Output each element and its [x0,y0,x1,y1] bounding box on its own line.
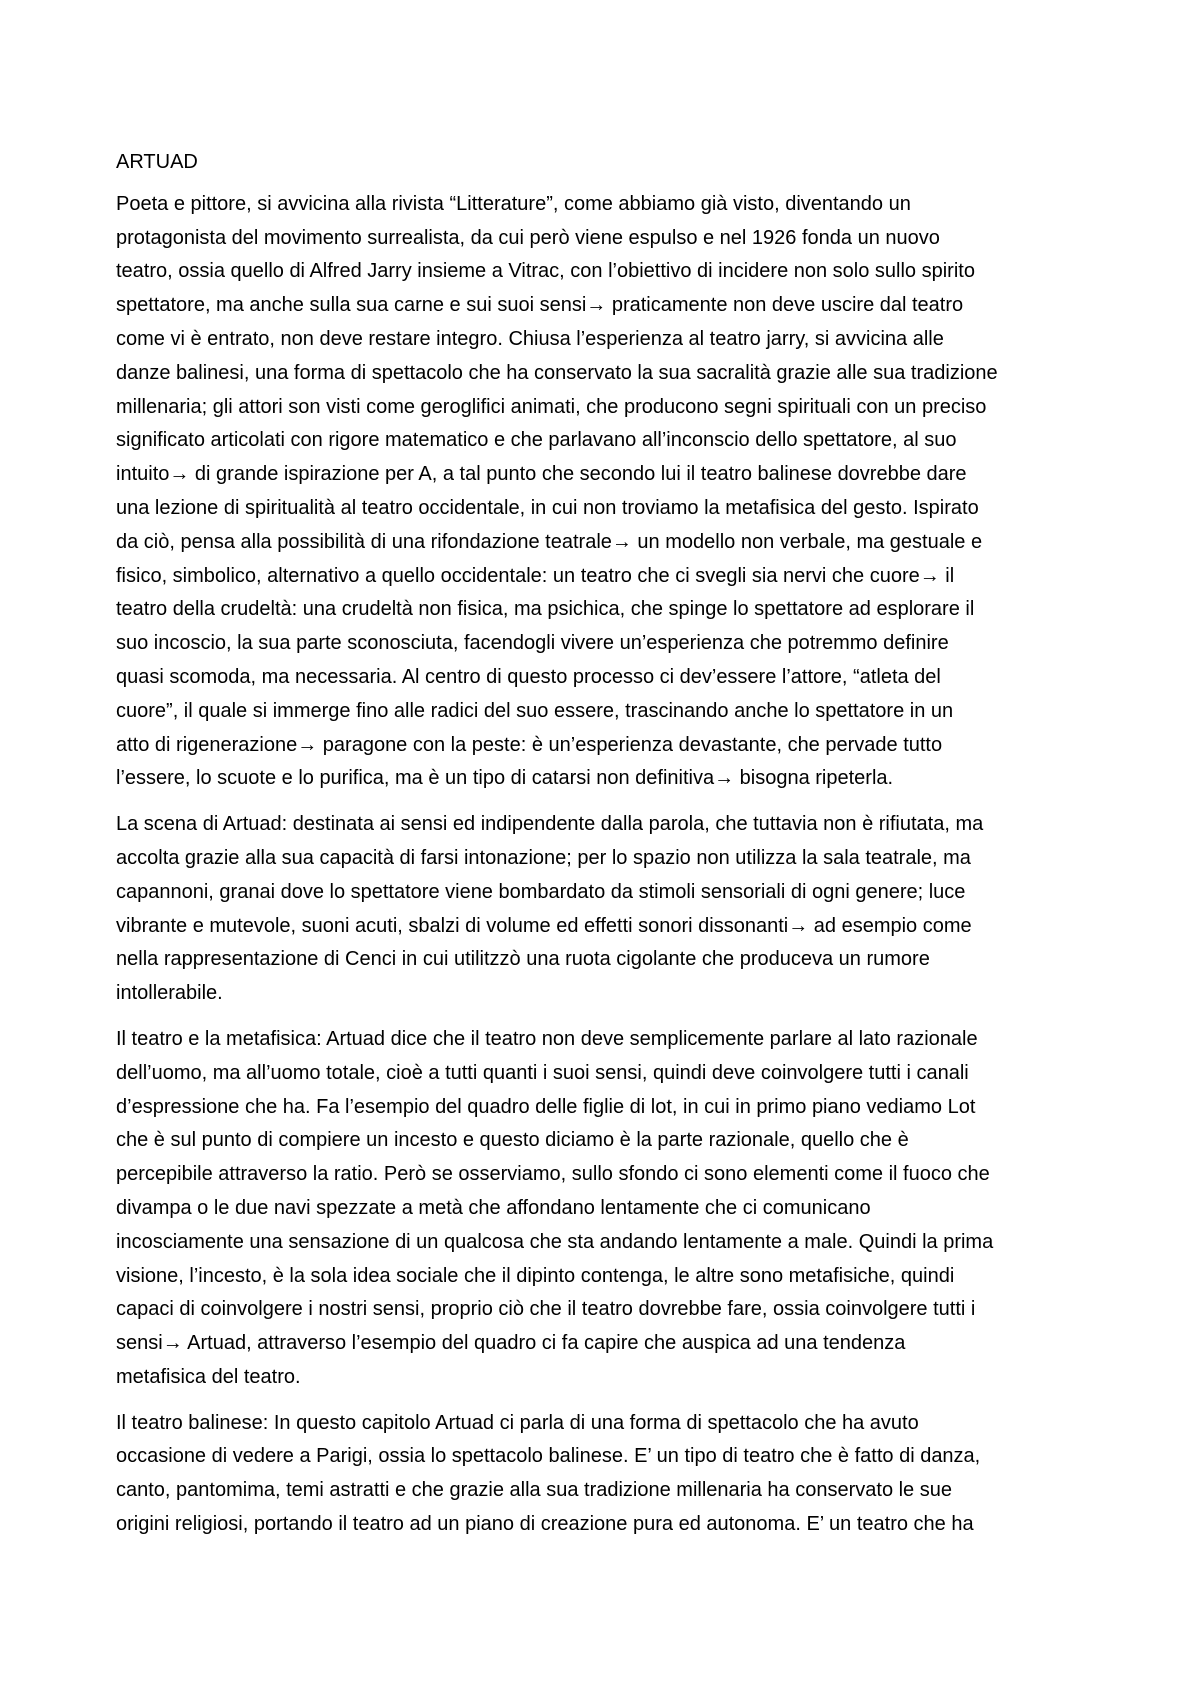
text-line: una lezione di spiritualità al teatro occidentale, in cui non troviamo la metafisica del gesto. Ispirato [116,496,979,519]
text-line: vibrante e mutevole, suoni acuti, sbalzi di volume ed effetti sonori dissonanti→ ad esempio come [116,914,972,937]
paragraph-1 [116,188,1086,796]
paragraph-2 [116,808,1086,1011]
text-line: protagonista del movimento surrealista, da cui però viene espulso e nel 1926 fonda un nuovo [116,226,940,249]
paragraph-4 [116,1407,1086,1542]
text-line: atto di rigenerazione→ paragone con la peste: è un’esperienza devastante, che pervade tutto [116,733,943,756]
text-line: fisico, simbolico, alternativo a quello occidentale: un teatro che ci svegli sia nervi che cuore→ il [116,564,955,587]
text-line: che è sul punto di compiere un incesto e questo diciamo è la parte razionale, quello che è [116,1129,909,1152]
text-line: sensi→ Artuad, attraverso l’esempio del quadro ci fa capire che auspica ad una tendenza [116,1332,906,1355]
text-line: teatro, ossia quello di Alfred Jarry insieme a Vitrac, con l’obiettivo di incidere non solo sullo spirito [116,260,975,283]
text-line: occasione di vedere a Parigi, ossia lo spettacolo balinese. E’ un tipo di teatro che è fatto di danza, [116,1445,981,1468]
text-line: nella rappresentazione di Cenci in cui utilitzzò una ruota cigolante che produceva un rumore [116,948,930,971]
text-line: d’espressione che ha. Fa l’esempio del quadro delle figlie di lot, in cui in primo piano vediamo Lot [116,1095,976,1118]
text-line: come vi è entrato, non deve restare integro. Chiusa l’esperienza al teatro jarry, si avvicina alle [116,327,944,350]
text-line: dell’uomo, ma all’uomo totale, cioè a tutti quanti i suoi sensi, quindi deve coinvolgere tutti i canali [116,1061,969,1084]
text-line: intollerabile. [116,982,223,1005]
text-line: Il teatro e la metafisica: Artuad dice che il teatro non deve semplicemente parlare al lato razionale [116,1027,978,1050]
text-line: millenaria; gli attori son visti come geroglifici animati, che producono segni spirituali con un preciso [116,395,987,418]
text-line: suo incoscio, la sua parte sconosciuta, facendogli vivere un’esperienza che potremmo definire [116,632,949,655]
text-line: quasi scomoda, ma necessaria. Al centro di questo processo ci dev’essere l’attore, “atleta del [116,665,941,688]
text-line: intuito→ di grande ispirazione per A, a tal punto che secondo lui il teatro balinese dovrebbe dare [116,463,967,486]
text-line: percepibile attraverso la ratio. Però se osserviamo, sullo sfondo ci sono elementi come il fuoco che [116,1163,990,1186]
text-line: spettatore, ma anche sulla sua carne e sui suoi sensi→ praticamente non deve uscire dal teatro [116,294,964,317]
text-line: accolta grazie alla sua capacità di farsi intonazione; per lo spazio non utilizza la sala teatrale, ma [116,846,971,869]
text-line: teatro della crudeltà: una crudeltà non fisica, ma psichica, che spinge lo spettatore ad esplorare il [116,598,975,621]
text-line: cuore”, il quale si immerge fino alle radici del suo essere, trascinando anche lo spettatore in un [116,699,954,722]
text-line: capaci di coinvolgere i nostri sensi, proprio ciò che il teatro dovrebbe fare, ossia coinvolgere tutti i [116,1298,976,1321]
paragraph-3 [116,1023,1086,1395]
text-line: metafisica del teatro. [116,1365,301,1388]
text-line: canto, pantomima, temi astratti e che grazie alla sua tradizione millenaria ha conservato le sue [116,1479,952,1502]
text-line: l’essere, lo scuote e lo purifica, ma è un tipo di catarsi non definitiva→ bisogna ripeterla. [116,767,894,790]
document-title: ARTUAD [116,151,198,173]
text-line: visione, l’incesto, è la sola idea sociale che il dipinto contenga, le altre sono metafisiche, quindi [116,1264,955,1287]
document-body [116,146,1086,1554]
text-line: Il teatro balinese: In questo capitolo Artuad ci parla di una forma di spettacolo che ha avuto [116,1411,919,1434]
text-line: capannoni, granai dove lo spettatore viene bombardato da stimoli sensoriali di ogni genere; luce [116,880,966,903]
text-line: Poeta e pittore, si avvicina alla rivista “Litterature”, come abbiamo già visto, diventando un [116,192,911,215]
text-line: divampa o le due navi spezzate a metà che affondano lentamente che ci comunicano [116,1196,871,1219]
text-line: La scena di Artuad: destinata ai sensi ed indipendente dalla parola, che tuttavia non è rifiutata, ma [116,813,984,836]
text-line: significato articolati con rigore matematico e che parlavano all’inconscio dello spettatore, al suo [116,429,957,452]
text-line: da ciò, pensa alla possibilità di una rifondazione teatrale→ un modello non verbale, ma gestuale e [116,530,983,553]
text-line: incosciamente una sensazione di un qualcosa che sta andando lentamente a male. Quindi la prima [116,1230,994,1253]
paragraph-container [116,188,1086,1542]
text-line: origini religiosi, portando il teatro ad un piano di creazione pura ed autonoma. E’ un teatro che ha [116,1513,974,1536]
text-line: danze balinesi, una forma di spettacolo che ha conservato la sua sacralità grazie alle sua tradizione [116,361,998,384]
